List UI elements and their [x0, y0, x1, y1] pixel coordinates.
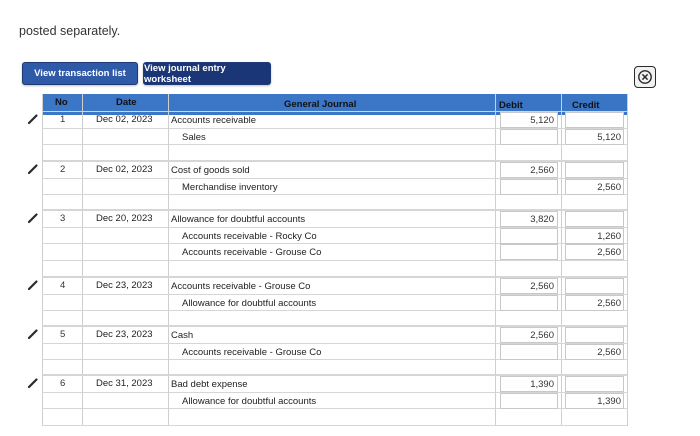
debit-input[interactable]: [500, 228, 558, 244]
grid-line: [627, 94, 628, 426]
debit-amount: 2,560: [530, 330, 554, 341]
debit-amount: 1,390: [530, 379, 554, 390]
header-date: Date: [116, 97, 137, 108]
credit-amount: 2,560: [597, 181, 621, 193]
entry-date: Dec 23, 2023: [96, 329, 153, 340]
header-no: No: [55, 97, 68, 108]
edit-pencil-icon[interactable]: [26, 327, 40, 341]
entry-number: 3: [60, 213, 66, 224]
credit-input[interactable]: [565, 278, 624, 294]
edit-pencil-icon[interactable]: [26, 162, 40, 176]
header-credit: Credit: [572, 100, 600, 111]
view-transaction-list-button[interactable]: View transaction list: [22, 62, 138, 85]
journal-account: Cost of goods sold: [171, 165, 250, 176]
entry-date: Dec 31, 2023: [96, 378, 153, 389]
credit-input[interactable]: [565, 327, 624, 343]
journal-account: Allowance for doubtful accounts: [182, 297, 317, 309]
edit-pencil-icon[interactable]: [26, 278, 40, 292]
journal-account: Merchandise inventory: [182, 181, 278, 193]
debit-input[interactable]: [500, 295, 558, 311]
debit-input[interactable]: [500, 393, 558, 409]
entry-number: 1: [60, 114, 66, 125]
close-button[interactable]: [634, 66, 656, 88]
grid-line: [42, 425, 627, 426]
credit-amount: 1,390: [597, 395, 621, 407]
entry-number: 4: [60, 280, 66, 291]
debit-input[interactable]: [500, 179, 558, 195]
entry-date: Dec 20, 2023: [96, 213, 153, 224]
credit-amount: 1,260: [597, 230, 621, 242]
journal-account: Accounts receivable - Rocky Co: [182, 230, 317, 242]
close-circle-icon: [637, 69, 653, 85]
journal-account: Bad debt expense: [171, 379, 248, 390]
credit-input[interactable]: [565, 211, 624, 227]
credit-input[interactable]: [565, 376, 624, 392]
journal-account: Accounts receivable - Grouse Co: [171, 281, 311, 292]
view-journal-entry-worksheet-button[interactable]: View journal entry worksheet: [143, 62, 271, 85]
header-debit: Debit: [499, 100, 523, 111]
entry-date: Dec 02, 2023: [96, 114, 153, 125]
journal-account: Allowance for doubtful accounts: [171, 214, 306, 225]
entry-number: 2: [60, 164, 66, 175]
edit-pencil-icon[interactable]: [26, 112, 40, 126]
debit-input[interactable]: [500, 129, 558, 145]
edit-pencil-icon[interactable]: [26, 376, 40, 390]
credit-input[interactable]: [565, 162, 624, 178]
journal-account: Allowance for doubtful accounts: [182, 395, 317, 407]
entry-number: 6: [60, 378, 66, 389]
debit-input[interactable]: [500, 344, 558, 360]
edit-pencil-icon[interactable]: [26, 211, 40, 225]
debit-amount: 2,560: [530, 281, 554, 292]
journal-account: Accounts receivable - Grouse Co: [182, 346, 322, 358]
credit-amount: 2,560: [597, 247, 621, 258]
journal-account: Cash: [171, 330, 194, 341]
entry-date: Dec 02, 2023: [96, 164, 153, 175]
entry-date: Dec 23, 2023: [96, 280, 153, 291]
intro-text: posted separately.: [19, 24, 121, 38]
header-general-journal: General Journal: [284, 99, 357, 110]
credit-amount: 5,120: [597, 131, 621, 143]
debit-amount: 2,560: [530, 165, 554, 176]
journal-account: Accounts receivable - Grouse Co: [182, 247, 322, 258]
debit-input[interactable]: [500, 244, 558, 260]
credit-amount: 2,560: [597, 346, 621, 358]
journal-account: Accounts receivable: [171, 115, 257, 126]
debit-amount: 5,120: [530, 115, 554, 126]
journal-account: Sales: [182, 131, 206, 143]
credit-input[interactable]: [565, 112, 624, 128]
credit-amount: 2,560: [597, 297, 621, 309]
debit-amount: 3,820: [530, 214, 554, 225]
entry-number: 5: [60, 329, 66, 340]
